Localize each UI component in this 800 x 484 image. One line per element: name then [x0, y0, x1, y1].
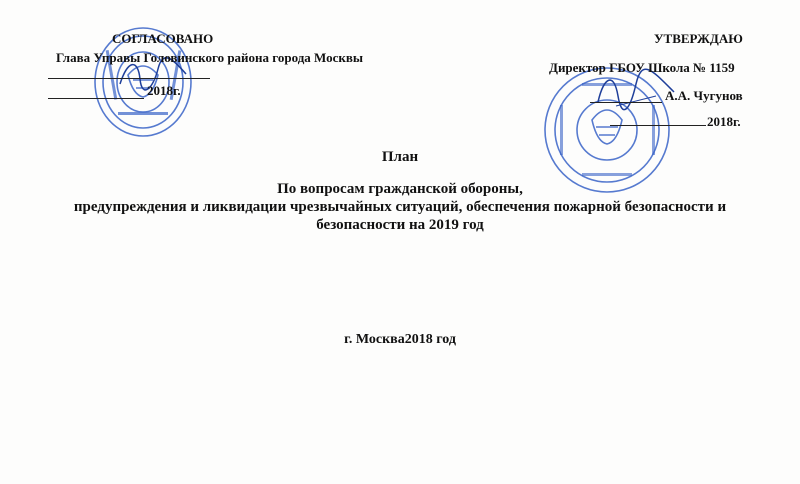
document-place-year: г. Москва2018 год [344, 332, 456, 347]
left-approval-position: Глава Управы Головинского района города Москвы [56, 50, 364, 65]
document-subtitle-line-3: безопасности на 2019 год [316, 217, 484, 233]
left-date-line [48, 98, 144, 99]
document-title: План [381, 149, 419, 165]
left-signature-line [48, 78, 210, 79]
document-subtitle-line-1: По вопросам гражданской обороны, [277, 181, 523, 197]
right-approval-heading: УТВЕРЖДАЮ [654, 31, 743, 46]
right-signer-name: А.А. Чугунов [665, 88, 743, 103]
left-approval-heading: СОГЛАСОВАНО [112, 31, 214, 46]
right-approval-position: Директор ГБОУ Школа № 1159 [549, 60, 735, 75]
left-date-text: 2018г. [147, 83, 181, 98]
right-date-text: 2018г. [707, 114, 741, 129]
document-subtitle-line-2: предупреждения и ликвидации чрезвычайных ситуаций, обеспечения пожарной безопасности и [73, 199, 727, 215]
right-signature-line [590, 102, 662, 103]
right-date-line [610, 125, 706, 126]
